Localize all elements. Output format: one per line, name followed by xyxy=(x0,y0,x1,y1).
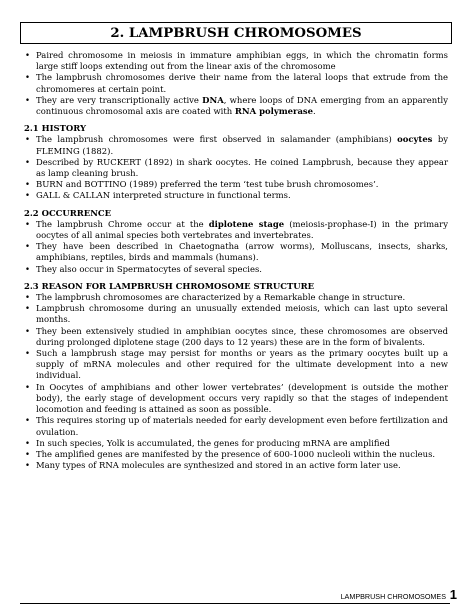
list-item: • Such a lampbrush stage may persist for months or years as the primary oocytes built up a supply of mRNA molecules and other required for the ultimate development into a new individual. xyxy=(24,348,448,382)
list-item: • The lampbrush chromosomes derive their name from the lateral loops that extrude from the chromomeres at certain point. xyxy=(24,72,448,94)
history-list xyxy=(24,134,448,201)
list-item: • GALL & CALLAN interpreted structure in functional terms. xyxy=(24,190,448,201)
reason-list xyxy=(24,292,448,471)
list-item: • Many types of RNA molecules are synthesized and stored in an active form later use. xyxy=(24,460,448,471)
list-item: • In such species, Yolk is accumulated, the genes for producing mRNA are amplified xyxy=(24,438,448,449)
emphasis-text: diplotene stage xyxy=(208,218,285,229)
list-item: • They also occur in Spermatocytes of several species. xyxy=(24,264,448,275)
page-title: 2. LAMPBRUSH CHROMOSOMES xyxy=(20,22,452,44)
footer-divider xyxy=(20,603,450,604)
section-heading-history: 2.1 HISTORY xyxy=(24,123,87,134)
emphasis-text: RNA polymerase xyxy=(234,106,314,117)
list-item: • They have been described in Chaetognatha (arrow worms), Molluscans, insects, sharks, amphibians, reptiles, birds and mammals (humans). xyxy=(24,241,448,263)
page-footer xyxy=(0,587,474,605)
emphasis-text: DNA xyxy=(202,94,224,105)
section-heading-occurrence: 2.2 OCCURRENCE xyxy=(24,207,112,218)
list-item: • Described by RUCKERT (1892) in shark oocytes. He coined Lampbrush, because they appear as lamp cleaning brush. xyxy=(24,157,448,179)
occurrence-list xyxy=(24,219,448,275)
running-title: LAMPBRUSH CHROMOSOMES xyxy=(340,592,446,601)
list-item: • They been extensively studied in amphibian oocytes since, these chromosomes are observed during prolonged diplotene stage (200 days to 12 years) these are in the form of bivalents. xyxy=(24,326,448,348)
list-item: • The amplified genes are manifested by the presence of 600-1000 nucleoli within the nucleus. xyxy=(24,449,448,460)
intro-list xyxy=(24,50,448,117)
list-item: • The lampbrush Chrome occur at the diplotene stage (meiosis-prophase-I) in the primary oocytes of all animal species both vertebrates and invertebrates. xyxy=(24,219,448,241)
page-number: 1 xyxy=(449,587,457,602)
list-item: • The lampbrush chromosomes are characterized by a Remarkable change in structure. xyxy=(24,292,448,303)
document-body xyxy=(24,50,448,471)
list-item: • Paired chromosome in meiosis in immature amphibian eggs, in which the chromatin forms large stiff loops extending out from the linear axis of the chromosome xyxy=(24,50,448,72)
list-item: • They are very transcriptionally active DNA, where loops of DNA emerging from an apparently continuous chromosomal axis are coated with RNA polymerase. xyxy=(24,95,448,117)
list-item: • This requires storing up of materials needed for early development even before fertilization and ovulation. xyxy=(24,415,448,437)
list-item: • BURN and BOTTINO (1989) preferred the term ‘test tube brush chromosomes’. xyxy=(24,179,448,190)
list-item: • The lampbrush chromosomes were first observed in salamander (amphibians) oocytes by FLEMING (1882). xyxy=(24,134,448,156)
list-item: • Lampbrush chromosome during an unusually extended meiosis, which can last upto several months. xyxy=(24,303,448,325)
section-heading-reason: 2.3 REASON FOR LAMPBRUSH CHROMOSOME STRUCTURE xyxy=(24,280,315,291)
emphasis-text: oocytes xyxy=(397,134,433,145)
list-item: • In Oocytes of amphibians and other lower vertebrates’ (development is outside the mother body), the early stage of development occurs very rapidly so that the stages of independent locomotion and feeding is attained as soon as possible. xyxy=(24,382,448,416)
